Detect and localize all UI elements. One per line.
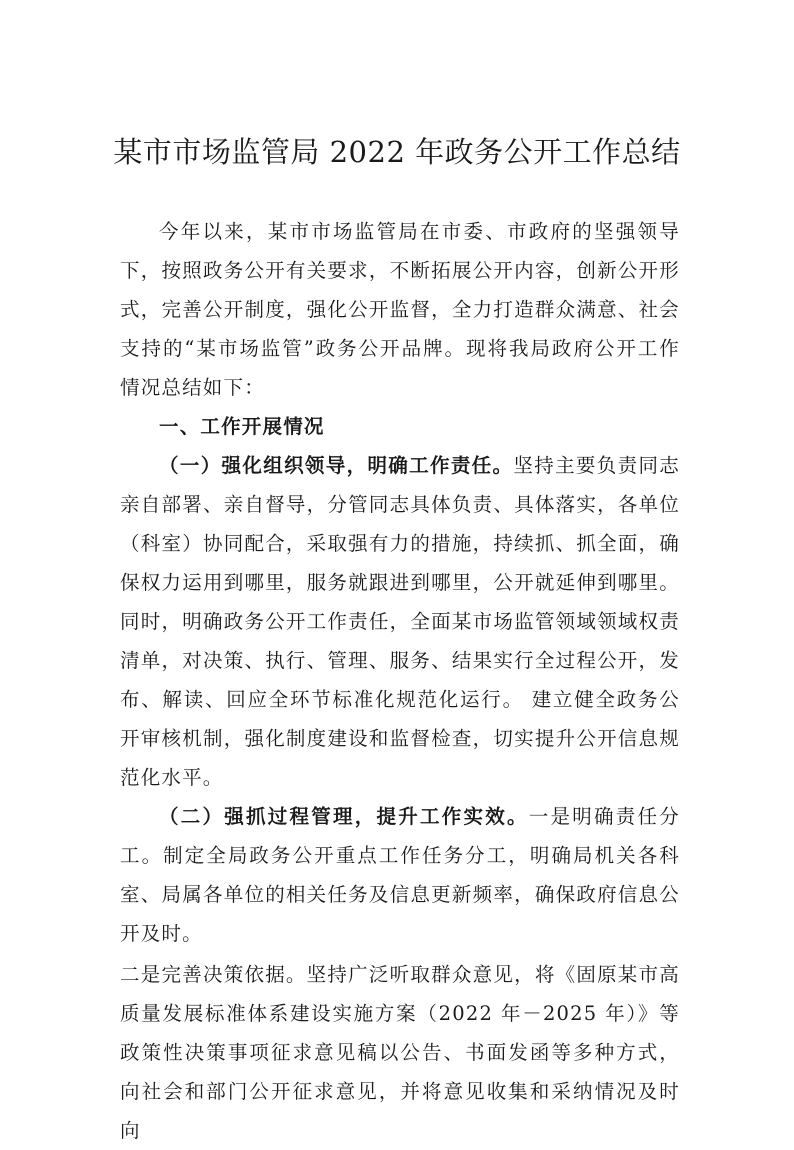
subsection-1-heading: （一）强化组织领导，明确工作责任。 [159,454,514,477]
intro-paragraph: 今年以来，某市市场监管局在市委、市政府的坚强领导下，按照政务公开有关要求，不断拓展公开内容，创新公开形式，完善公开制度，强化公开监督，全力打造群众满意、社会支持的“某市场监管”政务公开品牌。现将我局政府公开工作情况总结如下： [120,220,680,399]
document-body [120,212,680,1150]
subsection-2-heading: （二）强抓过程管理，提升工作实效。 [159,805,529,828]
point-2-paragraph: 二是完善决策依据。坚持广泛听取群众意见，将《固原某市高质量发展标准体系建设实施方案（2022 年－2025 年）》等政策性决策事项征求意见稿以公告、书面发函等多种方式， 向社会和部门公开征求意见，并将意见收集和采纳情况及时 向 [120,963,680,1142]
subsection-1-text: 坚持主要负责同志亲自部署、亲自督导，分管同志具体负责、具体落实，各单位（科室）协同配合，采取强有力的措施，持续抓、抓全面，确保权力运用到哪里，服务就跟进到哪里，公开就延伸到哪里。同时，明确政务公开工作责任，全面某市场监管领域领域权责清单，对决策、执行、管理、服务、结果实行全过程公开，发布、解读、回应全环节标准化规范化运行。 建立健全政务公开审核机制，强化制度建设和监督检查，切实提升公开信息规范化水平。 [120,454,680,789]
section-heading: 一、工作开展情况 [159,415,325,438]
subsection-1-paragraph [120,446,680,797]
page-title: 某市市场监管局 2022 年政务公开工作总结 [113,135,681,169]
subsection-2-text: 一是明确责任分工。制定全局政务公开重点工作任务分工，明确局机关各科室、局属各单位的相关任务及信息更新频率，确保政府信息公开及时。 [120,805,680,945]
subsection-2-paragraph [120,797,680,953]
